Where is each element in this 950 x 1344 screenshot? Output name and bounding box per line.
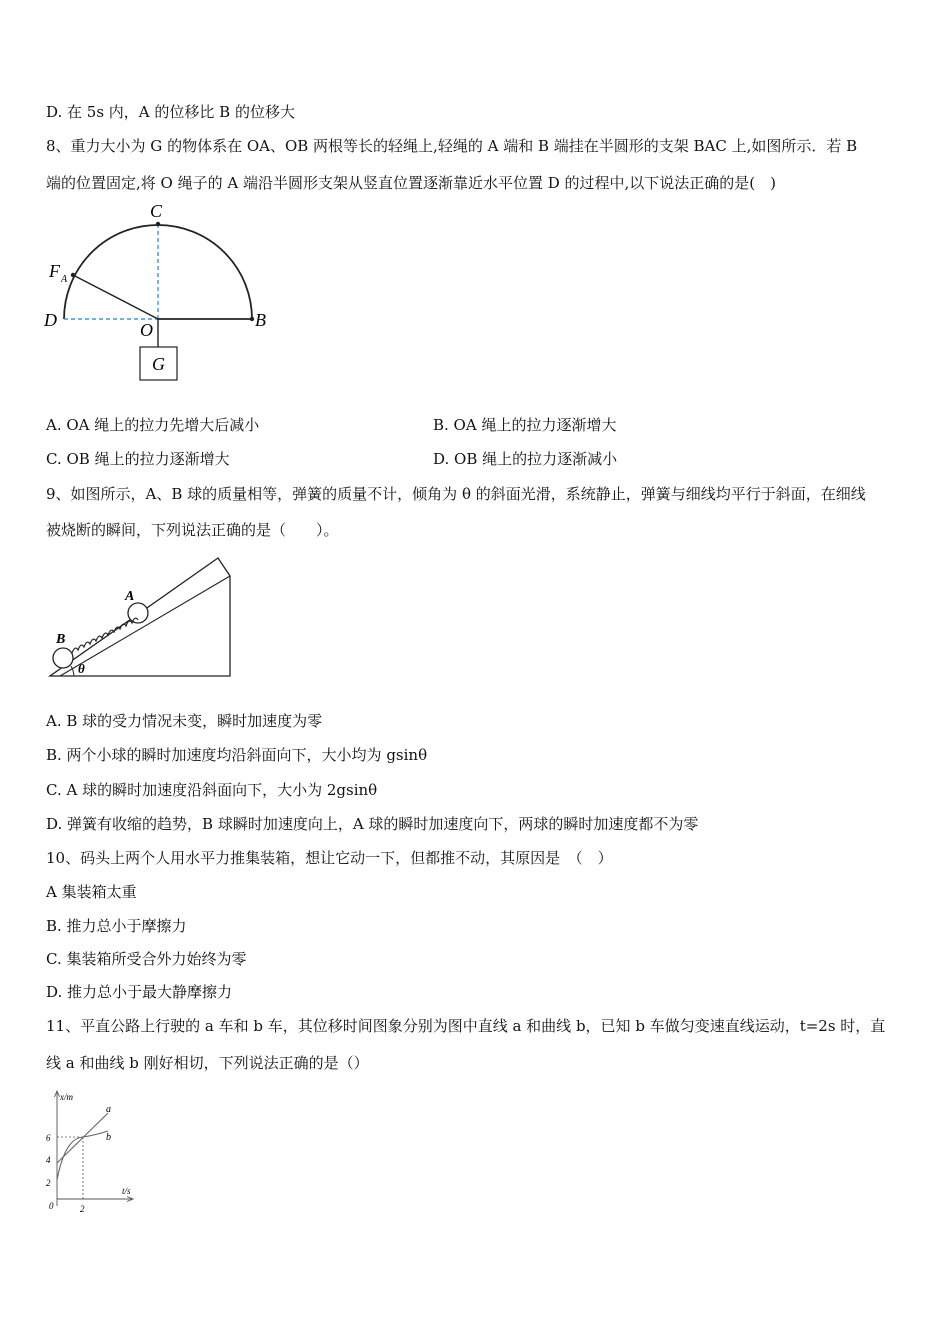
label-b: B <box>56 632 66 647</box>
q9-option-d: D. 弹簧有收缩的趋势，B 球瞬时加速度向上，A 球的瞬时加速度向下，两球的瞬时加速度都不为零 <box>46 815 699 833</box>
label-f-sub: A <box>61 274 68 285</box>
y-tick-6: 6 <box>46 1133 51 1143</box>
q10-option-c: C. 集装箱所受合外力始终为零 <box>46 950 247 968</box>
label-d: D <box>44 310 57 330</box>
x-tick-2: 2 <box>80 1204 85 1214</box>
label-o: O <box>140 320 153 340</box>
line-a <box>57 1113 108 1163</box>
q11-stem-line1: 11、平直公路上行驶的 a 车和 b 车，其位移时间图象分别为图中直线 a 和曲线 b，已知 b 车做匀变速直线运动，t=2s 时，直 <box>46 1017 886 1035</box>
point-c <box>156 222 160 226</box>
q8-option-c: C. OB 绳上的拉力逐渐增大 <box>46 450 230 468</box>
x-axis-label: t/s <box>122 1186 131 1196</box>
label-b: B <box>255 310 266 330</box>
label-g: G <box>152 354 165 374</box>
q10-stem: 10、码头上两个人用水平力推集装箱，想让它动一下，但都推不动，其原因是 （ ） <box>46 849 613 867</box>
q8-stem-line2: 端的位置固定,将 O 绳子的 A 端沿半圆形支架从竖直位置逐渐靠近水平位置 D 的过程中,以下说法正确的是( ) <box>46 174 777 192</box>
point-b <box>250 317 254 321</box>
q7-option-d: D. 在 5s 内，A 的位移比 B 的位移大 <box>46 103 295 121</box>
ball-b <box>53 648 73 668</box>
q9-option-c: C. A 球的瞬时加速度沿斜面向下，大小为 2gsinθ <box>46 781 378 799</box>
label-c: C <box>150 201 163 221</box>
q9-option-a: A. B 球的受力情况未变，瞬时加速度为零 <box>46 712 323 730</box>
incline-top-edge <box>60 576 230 676</box>
q10-option-d: D. 推力总小于最大静摩擦力 <box>46 983 233 1001</box>
q10-option-b: B. 推力总小于摩擦力 <box>46 917 187 935</box>
rope-oa <box>73 275 158 319</box>
origin-label: 0 <box>49 1201 54 1211</box>
q9-stem-line2: 被烧断的瞬间，下列说法正确的是（ ）。 <box>46 521 339 539</box>
q8-option-b: B. OA 绳上的拉力逐渐增大 <box>433 416 617 434</box>
y-tick-4: 4 <box>46 1155 51 1165</box>
y-tick-2: 2 <box>46 1178 51 1188</box>
q8-option-d: D. OB 绳上的拉力逐渐减小 <box>433 450 618 468</box>
q9-option-b: B. 两个小球的瞬时加速度均沿斜面向下，大小均为 gsinθ <box>46 746 428 764</box>
line-a-label: a <box>106 1104 111 1115</box>
point-a <box>71 273 75 277</box>
curve-b-label: b <box>106 1132 111 1143</box>
label-f: F <box>49 261 60 281</box>
q9-stem-line1: 9、如图所示，A、B 球的质量相等，弹簧的质量不计，倾角为 θ 的斜面光滑，系统静止，弹簧与细线均平行于斜面，在细线 <box>46 485 866 503</box>
q9-incline-figure <box>40 552 240 682</box>
label-a: A <box>125 589 135 604</box>
y-axis-label: x/m <box>60 1092 73 1102</box>
q8-stem-line1: 8、重力大小为 G 的物体系在 OA、OB 两根等长的轻绳上,轻绳的 A 端和 B 端挂在半圆形的支架 BAC 上,如图所示．若 B <box>46 137 858 155</box>
q11-xt-graph <box>40 1088 140 1218</box>
q8-option-a: A. OA 绳上的拉力先增大后减小 <box>46 416 260 434</box>
q10-option-a: A 集装箱太重 <box>46 883 137 901</box>
q8-semicircle-figure <box>40 198 280 388</box>
label-theta: θ <box>78 661 85 676</box>
q11-stem-line2: 线 a 和曲线 b 刚好相切，下列说法正确的是（） <box>46 1054 369 1072</box>
